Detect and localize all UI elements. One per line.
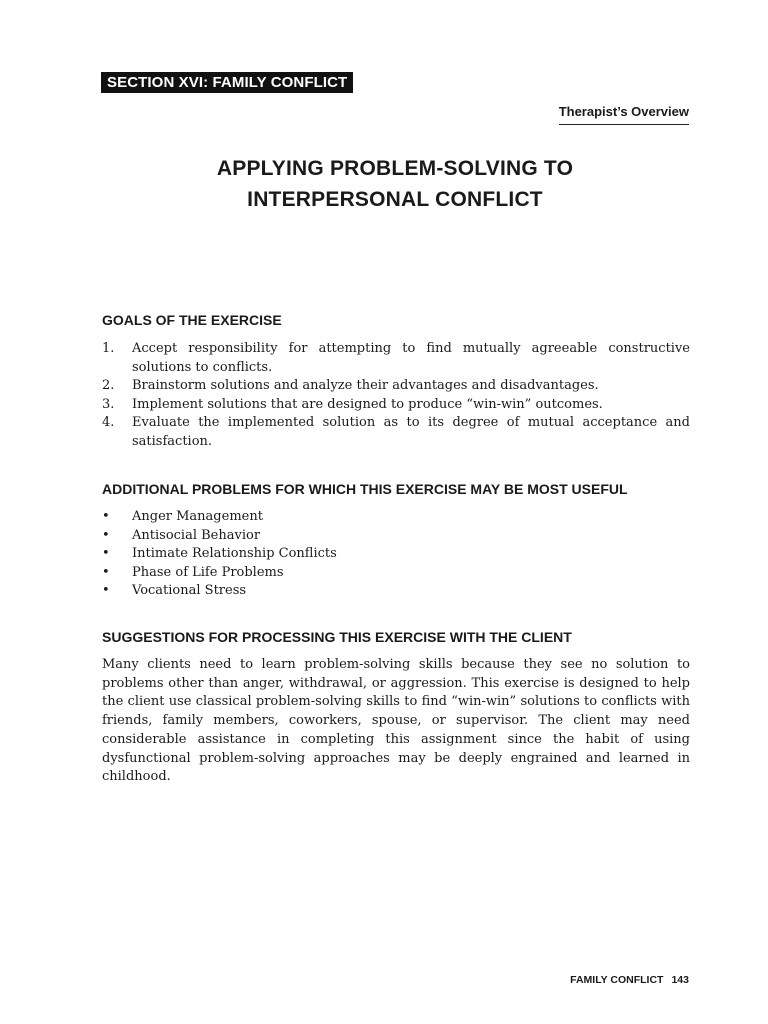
goal-text: Brainstorm solutions and analyze their advantages and disadvantages. — [132, 378, 599, 393]
title-line-2: INTERPERSONAL CONFLICT — [247, 188, 543, 211]
page-title — [100, 153, 690, 215]
goal-text: Accept responsibility for attempting to find mutually agreeable constructive solutions to conflicts. — [132, 341, 690, 375]
list-item — [102, 527, 690, 546]
goal-text: Evaluate the implemented solution as to its degree of mutual acceptance and satisfaction. — [132, 415, 690, 449]
goals-heading: GOALS OF THE EXERCISE — [102, 312, 282, 328]
goals-list — [102, 340, 690, 451]
bullet-icon: • — [102, 509, 110, 524]
list-item — [102, 582, 690, 601]
bullet-icon: • — [102, 583, 110, 598]
overview-label: Therapist’s Overview — [559, 104, 689, 125]
goal-number: 2. — [102, 378, 115, 393]
list-item — [102, 564, 690, 583]
goal-item — [102, 340, 690, 377]
goal-text: Implement solutions that are designed to produce “win-win” outcomes. — [132, 396, 603, 412]
bullet-icon: • — [102, 546, 110, 561]
bullet-icon: • — [102, 564, 110, 580]
footer-label: FAMILY CONFLICT — [570, 974, 664, 986]
title-line-1: APPLYING PROBLEM-SOLVING TO — [216, 157, 574, 180]
goal-item — [102, 414, 690, 451]
page-number: 143 — [671, 974, 689, 986]
goal-item — [102, 377, 690, 396]
goal-number: 3. — [102, 396, 115, 412]
suggestions-heading: SUGGESTIONS FOR PROCESSING THIS EXERCISE WITH THE CLIENT — [102, 629, 572, 645]
problem-label: Phase of Life Problems — [132, 564, 284, 580]
additional-problems-heading: ADDITIONAL PROBLEMS FOR WHICH THIS EXERCISE MAY BE MOST USEFUL — [102, 481, 628, 497]
section-tag: SECTION XVI: FAMILY CONFLICT — [101, 72, 353, 93]
goal-number: 1. — [102, 341, 115, 356]
list-item — [102, 508, 690, 527]
list-item — [102, 545, 690, 564]
goal-item — [102, 396, 690, 415]
additional-problems-list — [102, 508, 690, 601]
problem-label: Vocational Stress — [132, 583, 247, 598]
page-footer — [570, 974, 689, 986]
problem-label: Anger Management — [132, 509, 263, 524]
goal-number: 4. — [102, 415, 115, 430]
suggestions-paragraph: Many clients need to learn problem-solving skills because they see no solution to problems other than anger, withdrawal, or aggression. This exercise is designed to help the client use classical problem-solving skills to find “win-win” solutions to conflicts with friends, family members, coworkers, spouse, or supervisor. The client may need considerable assistance in completing this assignment since the habit of using dysfunctional problem-solving approaches may be deeply engrained and learned in childhood. — [102, 657, 690, 785]
problem-label: Intimate Relationship Conflicts — [132, 546, 337, 561]
bullet-icon: • — [102, 527, 110, 543]
problem-label: Antisocial Behavior — [132, 527, 261, 543]
